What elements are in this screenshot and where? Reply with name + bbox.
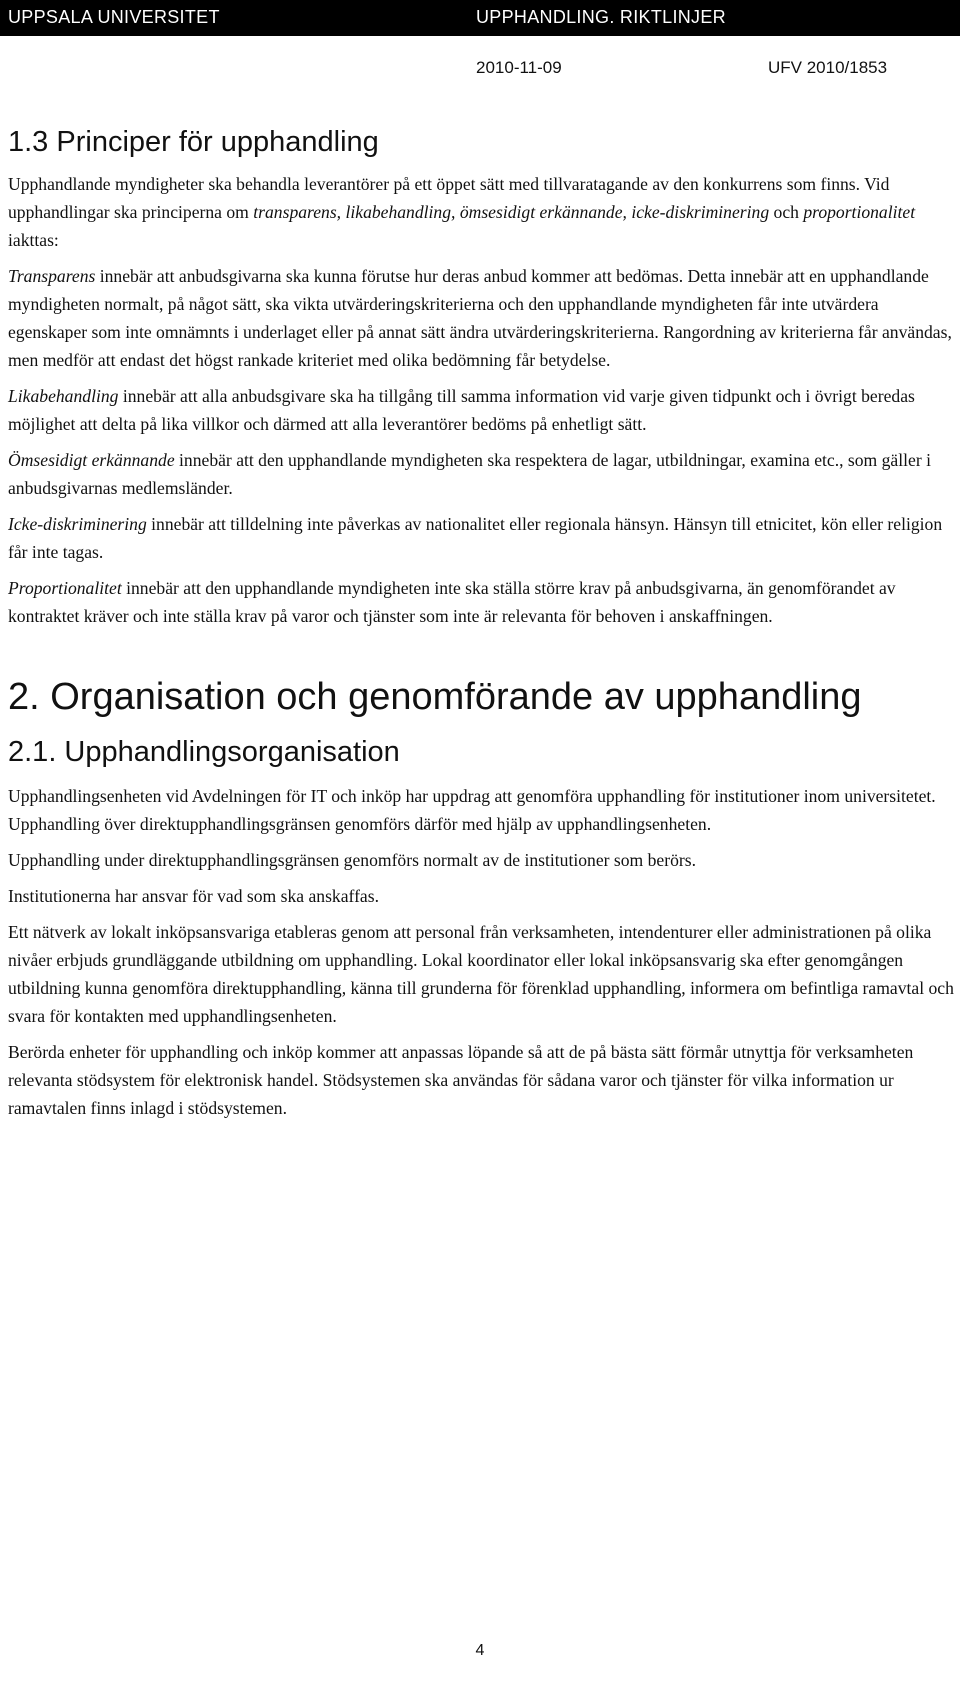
organisation-paragraph-3: Institutionerna har ansvar för vad som ska anskaffas.: [8, 886, 379, 906]
section-1-3-title: 1.3 Principer för upphandling: [8, 126, 379, 158]
omsesidigt-paragraph: Ömsesidigt erkännande innebär att den upphandlande myndigheten ska respektera de lagar, utbildningar, examina etc., som gäller i anbudsgivarnas medlemsländer.: [8, 450, 931, 498]
section-2-title: 2. Organisation och genomförande av upphandling: [8, 676, 862, 718]
principles-intro: Upphandlande myndigheter ska behandla leverantörer på ett öppet sätt med tillvaratagande av den konkurrens som finns. Vid upphandlingar ska principerna om transparens, likabehandling, ömsesidigt erkännande, icke-diskriminering och proportionalitet iakttas:: [8, 174, 916, 250]
icke-diskriminering-paragraph: Icke-diskriminering innebär att tilldelning inte påverkas av nationalitet eller regionala hänsyn. Hänsyn till etnicitet, kön eller religion får inte tagas.: [8, 514, 943, 562]
header-date: 2010-11-09: [476, 58, 562, 77]
document-body: [8, 124, 956, 1130]
organisation-paragraph-4: Ett nätverk av lokalt inköpsansvariga etableras genom att personal från verksamheten, intendenturer eller administrationen på olika nivåer erbjuds grundläggande utbildning om upphandling. Lokal koordinator eller lokal inköpsansvarig ska efter genomgången utbildning kunna genomföra direktupphandling, känna till grunderna för förenklad upphandling, informera om befintliga ramavtal och svara för kontakten med upphandlingsenheten.: [8, 922, 954, 1026]
page-number: 4: [475, 1642, 485, 1659]
header-university: UPPSALA UNIVERSITET: [8, 7, 220, 27]
organisation-paragraph-5: Berörda enheter för upphandling och inköp kommer att anpassas löpande så att de på bästa sätt förmår utnyttja för verksamheten relevanta stödsystem för elektronisk handel. Stödsystemen ska användas för sådana varor och tjänster för vilka information ur ramavtalen finns inlagd i stödsystemen.: [8, 1042, 914, 1118]
header-doc-type: UPPHANDLING. RIKTLINJER: [476, 7, 726, 27]
organisation-paragraph-1: Upphandlingsenheten vid Avdelningen för IT och inköp har uppdrag att genomföra upphandling för institutioner inom universitetet. Upphandling över direktupphandlingsgränsen genomförs därför med hjälp av upphandlingsenheten.: [8, 786, 936, 834]
proportionalitet-paragraph: Proportionalitet innebär att den upphandlande myndigheten inte ska ställa större krav på anbudsgivarna, än genomförandet av kontraktet kräver och inte ställa krav på varor och tjänster som inte är relevanta för behoven i anskaffningen.: [8, 578, 896, 626]
transparens-paragraph: Transparens innebär att anbudsgivarna ska kunna förutse hur deras anbud kommer att bedömas. Detta innebär att en upphandlande myndigheten normalt, på något sätt, ska vikta utvärderingskriterierna och den upphandlande myndigheten får inte utvärdera egenskaper som inte omnämnts i underlaget eller på annat sätt ändra utvärderingskriterierna. Rangordning av kriterierna får användas, men medför att endast det högst rankade kriteriet med olika bedömning får betydelse.: [8, 266, 952, 370]
header-reference: UFV 2010/1853: [768, 58, 888, 77]
section-2-1-title: 2.1. Upphandlingsorganisation: [8, 736, 400, 768]
page-header: [0, 0, 960, 36]
likabehandling-paragraph: Likabehandling innebär att alla anbudsgivare ska ha tillgång till samma information vid varje given tidpunkt och i övrigt beredas möjlighet att delta på lika villkor och därmed att alla leverantörer bedöms på enhetligt sätt.: [8, 386, 915, 434]
organisation-paragraph-2: Upphandling under direktupphandlingsgränsen genomförs normalt av de institutioner som berörs.: [8, 850, 696, 870]
